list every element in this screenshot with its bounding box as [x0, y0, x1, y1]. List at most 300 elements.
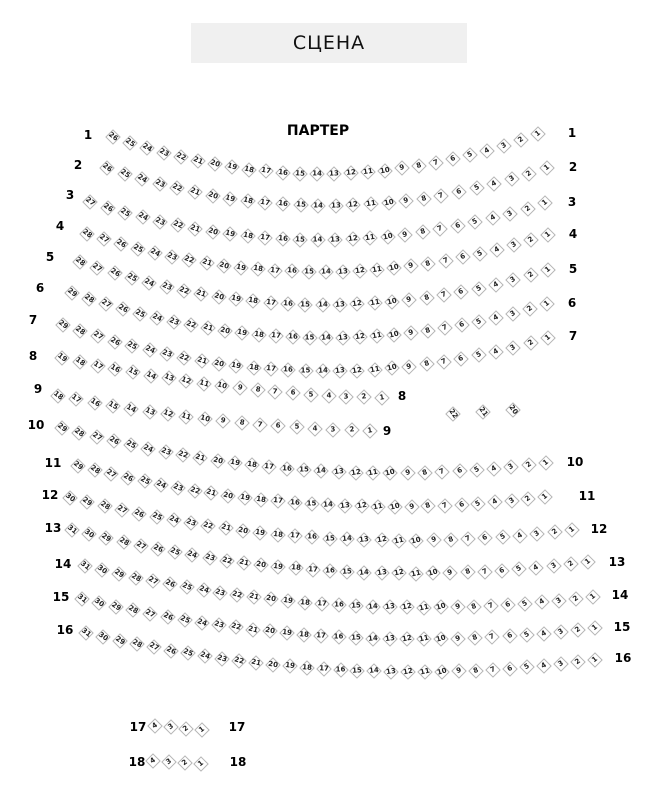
seat-number: 22	[178, 352, 191, 363]
seat-number: 13	[337, 266, 349, 276]
seat-number: 23	[159, 446, 172, 458]
seat-number: 18	[272, 529, 284, 539]
seat-number: 10	[199, 413, 211, 424]
row-label-left: 9	[33, 382, 43, 396]
seat-number: 21	[202, 322, 214, 334]
seat-number: 4	[515, 530, 524, 540]
seat-number: 18	[248, 362, 259, 372]
row-label-right: 1	[567, 126, 577, 140]
seat-number: 12	[354, 265, 366, 275]
seat-number: 11	[371, 331, 383, 341]
seat-number: 1	[583, 556, 593, 567]
seat-number: 13	[143, 405, 157, 417]
seat-number: 17	[317, 599, 328, 608]
row-label-right: 14	[611, 588, 629, 602]
seat-number: 27	[90, 430, 104, 443]
seat-number: 30	[83, 527, 96, 540]
row-label-right: 7	[568, 329, 578, 343]
seat-number: 11	[371, 264, 383, 274]
seat-number: 29	[81, 495, 94, 508]
row-label-left: 17	[129, 720, 147, 734]
seat-number: 2	[573, 624, 582, 635]
seat-number: 27	[147, 641, 161, 653]
seat-number: 22	[202, 520, 215, 531]
seat-number: 4	[537, 597, 547, 607]
seat-number: 15	[294, 234, 306, 244]
seat-number: 12	[376, 535, 387, 545]
seat-number: 5	[474, 350, 483, 360]
seat-number: 8	[424, 258, 432, 268]
seat-number: 5	[472, 183, 481, 193]
seat-number: 23	[158, 146, 171, 159]
seat-number: 20	[267, 659, 279, 670]
seat-number: 27	[144, 607, 157, 620]
seat-number: 12	[162, 408, 175, 420]
seat-number: 6	[453, 220, 462, 231]
seat-number: 16	[289, 498, 300, 507]
seat-number: 17	[272, 496, 284, 506]
seat-number: 1	[197, 724, 207, 735]
seat-number: 19	[281, 628, 293, 638]
seat-number: 10	[436, 666, 448, 677]
seat-number: 12	[351, 299, 363, 309]
seat-number: 17	[264, 462, 275, 471]
seat-number: 29	[112, 567, 126, 580]
seat-number: 25	[123, 136, 137, 149]
seat-number: 3	[508, 342, 518, 352]
seat-number: 16	[109, 362, 122, 375]
seat-number: 3	[532, 528, 542, 539]
seat-number: 1	[588, 591, 598, 602]
row-label-right: 11	[578, 489, 596, 503]
seat-number: 10	[382, 197, 395, 208]
seat-number: 9	[401, 229, 409, 239]
seat-number: 7	[432, 157, 440, 167]
seat-number: 18	[256, 494, 267, 504]
seat-number: 28	[129, 571, 143, 584]
seat-number: 19	[282, 595, 294, 606]
seat-number: 5	[474, 283, 483, 293]
seat-number: 19	[229, 457, 241, 468]
seat-number: 6	[481, 533, 490, 543]
seat-number: 27	[84, 195, 97, 208]
seat-number: 15	[299, 465, 309, 474]
seat-number: 28	[73, 426, 86, 439]
seat-number: 5	[472, 464, 481, 475]
seat-number: 28	[88, 463, 102, 476]
seat-number: 20	[206, 189, 219, 201]
seat-number: 18	[242, 230, 254, 241]
row-label-right: 13	[608, 555, 626, 569]
seat-number: 4	[492, 244, 501, 254]
seat-number: 26	[101, 201, 115, 214]
seat-number: 12	[351, 365, 363, 375]
seat-number: 2	[523, 493, 533, 504]
seat-number: 18	[246, 459, 258, 470]
seat-number: 23	[203, 552, 216, 563]
seat-number: 8	[447, 534, 455, 544]
seat-number: 6	[497, 565, 506, 575]
seat-number: 7	[440, 356, 448, 366]
seat-number: 5	[498, 531, 507, 542]
seat-number: 28	[74, 324, 87, 337]
seat-number: 2	[524, 460, 533, 470]
seat-number: 8	[238, 418, 245, 427]
seat-number: 1	[541, 457, 551, 468]
seat-number: 9	[405, 295, 413, 305]
seat-number: 13	[329, 235, 341, 244]
seat-number: 3	[507, 495, 516, 506]
seat-number: 14	[341, 534, 353, 544]
seat-number: 1	[590, 622, 600, 633]
seat-number: 3	[343, 392, 350, 401]
seat-number: 26	[164, 644, 178, 656]
seat-number: 24	[197, 584, 210, 596]
seat-number: 26	[161, 610, 174, 623]
seat-number: 7	[438, 466, 446, 477]
row-label-left: 6	[35, 281, 45, 295]
seat-number: 20	[264, 626, 276, 636]
seat-number: 10	[435, 633, 447, 644]
seat-number: 4	[539, 660, 548, 671]
seat-number: 16	[333, 632, 344, 641]
seat-number: 8	[415, 160, 423, 170]
seat-number: 16	[277, 199, 289, 209]
stage-label: СЦЕНА	[292, 32, 366, 54]
seat-number: 14	[312, 235, 323, 244]
seat-number: 2	[566, 559, 575, 569]
seat-number: 11	[367, 467, 379, 478]
seat-number: 8	[463, 567, 472, 577]
seat-number: 7	[464, 534, 472, 544]
seat-number: 12	[356, 501, 367, 511]
seat-number: 5	[522, 662, 531, 672]
seat-number: 14	[323, 500, 334, 509]
seat-number: 2	[524, 168, 534, 179]
seat-number: 1	[567, 524, 577, 535]
seat-number: 7	[440, 500, 449, 510]
seat-number: 19	[255, 527, 266, 537]
seat-number: 4	[148, 755, 157, 766]
seat-number: 2	[526, 337, 535, 348]
row-label-right: 4	[568, 227, 578, 241]
seat-number: 2	[180, 758, 190, 768]
seat-number: 25	[126, 339, 139, 352]
seat-number: 6	[457, 286, 465, 297]
row-label-left: 13	[44, 521, 62, 535]
seat-number: 15	[294, 168, 306, 178]
seat-number: 9	[398, 163, 406, 173]
seat-number: 4	[482, 145, 491, 155]
seat-number: 31	[80, 626, 93, 639]
row-label-left: 8	[28, 349, 38, 363]
row-label-right: 10	[566, 455, 584, 469]
seat-number: 17	[318, 664, 329, 673]
seat-number: 9	[407, 260, 415, 270]
seat-number: 16	[287, 332, 298, 342]
seat-number: 22	[221, 554, 233, 566]
seat-number: 6	[455, 187, 463, 197]
seat-number: 1	[196, 758, 206, 769]
seat-number: 13	[330, 201, 341, 210]
seat-number: 20	[213, 358, 225, 369]
seat-number: 27	[115, 503, 129, 516]
seat-number: 23	[154, 215, 167, 227]
seat-number: 23	[166, 250, 179, 262]
seat-number: 12	[350, 467, 362, 477]
seat-number: 6	[458, 252, 467, 262]
seat-number: 2	[526, 270, 535, 280]
seat-number: 4	[532, 562, 541, 573]
seat-number: 13	[385, 666, 397, 676]
seat-number: 9	[429, 535, 437, 545]
seat-number: 20	[206, 226, 219, 237]
row-label-right: 18	[229, 755, 247, 769]
row-label-left: 18	[128, 755, 146, 769]
seat-number: 26	[115, 237, 128, 250]
seat-number: 10	[427, 567, 439, 579]
seat-number: 24	[150, 312, 164, 324]
seat-number: 13	[334, 366, 346, 376]
seat-number: 27	[99, 297, 113, 310]
seat-number: 7	[441, 255, 450, 265]
seat-number: 14	[317, 366, 328, 375]
seat-number: 29	[110, 600, 123, 613]
seat-number: 14	[321, 333, 332, 342]
seat-number: 5	[514, 564, 523, 574]
seat-number: 21	[189, 186, 202, 198]
seat-number: 2	[348, 425, 355, 435]
seat-number: 7	[488, 632, 496, 642]
seat-number: 2	[522, 203, 532, 213]
seat-number: 26	[101, 161, 114, 174]
seat-number: 28	[82, 292, 96, 305]
seat-number: 2	[571, 593, 581, 604]
seat-number: 19	[226, 161, 238, 172]
seat-number: 11	[419, 666, 431, 677]
seat-number: 1	[533, 128, 543, 139]
seat-number: 23	[185, 517, 198, 529]
seat-number: 14	[317, 300, 328, 309]
seat-number: 11	[362, 167, 374, 177]
row-label-right: 9	[382, 424, 392, 438]
seat-number: 4	[488, 213, 497, 223]
seat-number: 24	[141, 141, 154, 154]
row-label-left: 16	[56, 623, 74, 637]
seat-number: 24	[143, 344, 156, 356]
seat-number: 4	[491, 279, 500, 289]
seat-number: 10	[410, 535, 422, 546]
seat-number: 6	[504, 599, 513, 610]
seat-number: 8	[254, 385, 261, 394]
seat-number: 23	[167, 315, 180, 328]
seat-number: 20	[213, 291, 225, 302]
seat-number: 16	[88, 396, 102, 409]
seat-number: 17	[91, 359, 105, 372]
seat-number: 18	[299, 597, 311, 607]
seat-number: 13	[358, 535, 370, 545]
seat-number: 24	[155, 478, 168, 490]
seat-number: 11	[364, 232, 376, 243]
seat-number: 11	[418, 633, 430, 644]
seat-number: 10	[379, 165, 391, 175]
seat-number: 25	[125, 438, 138, 451]
seat-number: 18	[301, 662, 312, 672]
seat-number: 19	[239, 492, 251, 503]
seat-number: 25	[132, 242, 145, 255]
seat-number: 3	[499, 140, 508, 150]
seat-number: 8	[470, 601, 478, 611]
seat-number: 6	[275, 421, 281, 430]
seat-number: 7	[489, 664, 497, 674]
seat-number: 9	[407, 501, 415, 511]
seat-number: 28	[98, 499, 112, 512]
seat-number: 2	[361, 392, 368, 402]
seat-number: 15	[324, 533, 335, 543]
seat-number: 6	[455, 466, 464, 476]
seat-number: 21	[200, 257, 213, 268]
seat-number: 25	[118, 167, 132, 180]
seat-number: 4	[312, 424, 318, 433]
seat-number: 1	[542, 162, 552, 173]
seat-number: 17	[316, 631, 327, 640]
seat-number: 13	[334, 300, 346, 309]
seat-number: 30	[95, 563, 109, 576]
seat-number: 17	[289, 531, 301, 540]
seat-number: 8	[471, 632, 479, 643]
seat-number: 3	[556, 658, 566, 669]
seat-number: 22	[177, 449, 190, 461]
row-label-right: 3	[567, 195, 577, 209]
seat-number: 3	[554, 595, 564, 606]
seat-number: 25	[119, 206, 132, 219]
seat-number: 6	[458, 320, 466, 330]
seat-number: 16	[334, 600, 344, 609]
seat-number: 14	[144, 369, 158, 381]
seat-number: 15	[350, 601, 361, 610]
seat-number: 26	[107, 130, 120, 143]
seat-number: 6	[290, 388, 296, 397]
seat-number: 14	[313, 201, 324, 210]
seat-number: 15	[300, 300, 311, 309]
seat-number: 17	[265, 297, 277, 307]
seat-number: 15	[107, 399, 120, 412]
seat-number: 16	[282, 299, 294, 308]
seat-number: 2	[181, 723, 191, 733]
seat-number: 7	[437, 190, 445, 200]
seat-number: 2	[516, 134, 526, 145]
seat-number: 11	[372, 501, 384, 511]
seat-number: 1	[543, 229, 553, 240]
seat-number: 22	[189, 484, 201, 496]
seat-number: 19	[236, 327, 248, 338]
seat-number: 27	[134, 539, 148, 552]
seat-number: 26	[163, 578, 176, 590]
seat-number: 4	[490, 497, 499, 507]
seat-number: 1	[543, 332, 553, 343]
seat-number: 18	[52, 389, 65, 402]
seat-number: 3	[556, 626, 565, 637]
seat-number: 26	[108, 335, 122, 347]
seat-number: 11	[417, 602, 430, 613]
seat-number: 9	[453, 602, 461, 612]
stage	[191, 23, 467, 63]
seat-number: 21	[220, 522, 232, 534]
seat-number: 12	[345, 168, 357, 178]
seat-number: 25	[169, 546, 182, 558]
seat-number: 7	[441, 323, 449, 333]
seat-number: 13	[376, 568, 387, 578]
seat-number: 19	[224, 192, 237, 204]
seat-number: 7	[440, 290, 448, 300]
seat-number: 2	[550, 526, 559, 537]
seat-number: 21	[250, 657, 262, 668]
seat-number: 24	[149, 246, 162, 259]
seat-number: 16	[325, 566, 335, 575]
seat-number: 28	[130, 637, 144, 650]
seat-number: 8	[418, 227, 426, 237]
seat-number: 20	[507, 403, 520, 417]
seat-number: 18	[299, 629, 310, 639]
row-label-right: 12	[590, 522, 608, 536]
seat-number: 11	[198, 377, 211, 389]
seat-number: 3	[506, 461, 516, 472]
seat-number: 31	[79, 559, 92, 572]
row-label-left: 5	[45, 250, 55, 264]
seat-number: 22	[231, 589, 244, 600]
seat-number: 17	[265, 364, 277, 374]
seat-number: 25	[150, 511, 163, 523]
seat-number: 19	[235, 262, 247, 273]
seat-number: 20	[209, 158, 222, 170]
seat-number: 9	[220, 416, 227, 425]
seat-number: 25	[178, 613, 191, 625]
seat-number: 4	[489, 463, 498, 473]
seat-number: 3	[508, 308, 518, 318]
seat-number: 5	[294, 422, 300, 431]
seat-number: 22	[447, 407, 460, 421]
seat-number: 10	[434, 601, 447, 613]
seat-number: 27	[98, 232, 111, 246]
seat-number: 3	[509, 240, 518, 250]
seat-number: 10	[388, 329, 400, 340]
seat-number: 23	[213, 619, 225, 630]
seat-number: 27	[105, 467, 118, 480]
seat-number: 21	[205, 487, 218, 498]
seat-number: 20	[219, 325, 231, 336]
row-label-left: 2	[73, 158, 83, 172]
seat-number: 11	[365, 199, 377, 209]
seat-number: 5	[475, 248, 484, 259]
seat-number: 4	[150, 720, 159, 731]
seat-number: 12	[402, 666, 414, 677]
seat-number: 26	[107, 434, 121, 447]
seat-number: 22	[183, 254, 196, 266]
seat-number: 25	[180, 581, 193, 593]
seat-number: 8	[422, 292, 431, 302]
seat-number: 15	[303, 267, 314, 276]
seat-number: 1	[366, 426, 374, 435]
seat-number: 4	[489, 178, 499, 189]
seat-number: 12	[347, 234, 358, 244]
row-label-right: 17	[228, 720, 246, 734]
seat-number: 20	[212, 455, 224, 466]
seat-number: 11	[180, 410, 193, 422]
seat-number: 18	[73, 355, 87, 368]
seat-number: 7	[257, 419, 263, 429]
seat-number: 3	[507, 174, 516, 184]
seat-number: 16	[277, 167, 289, 177]
